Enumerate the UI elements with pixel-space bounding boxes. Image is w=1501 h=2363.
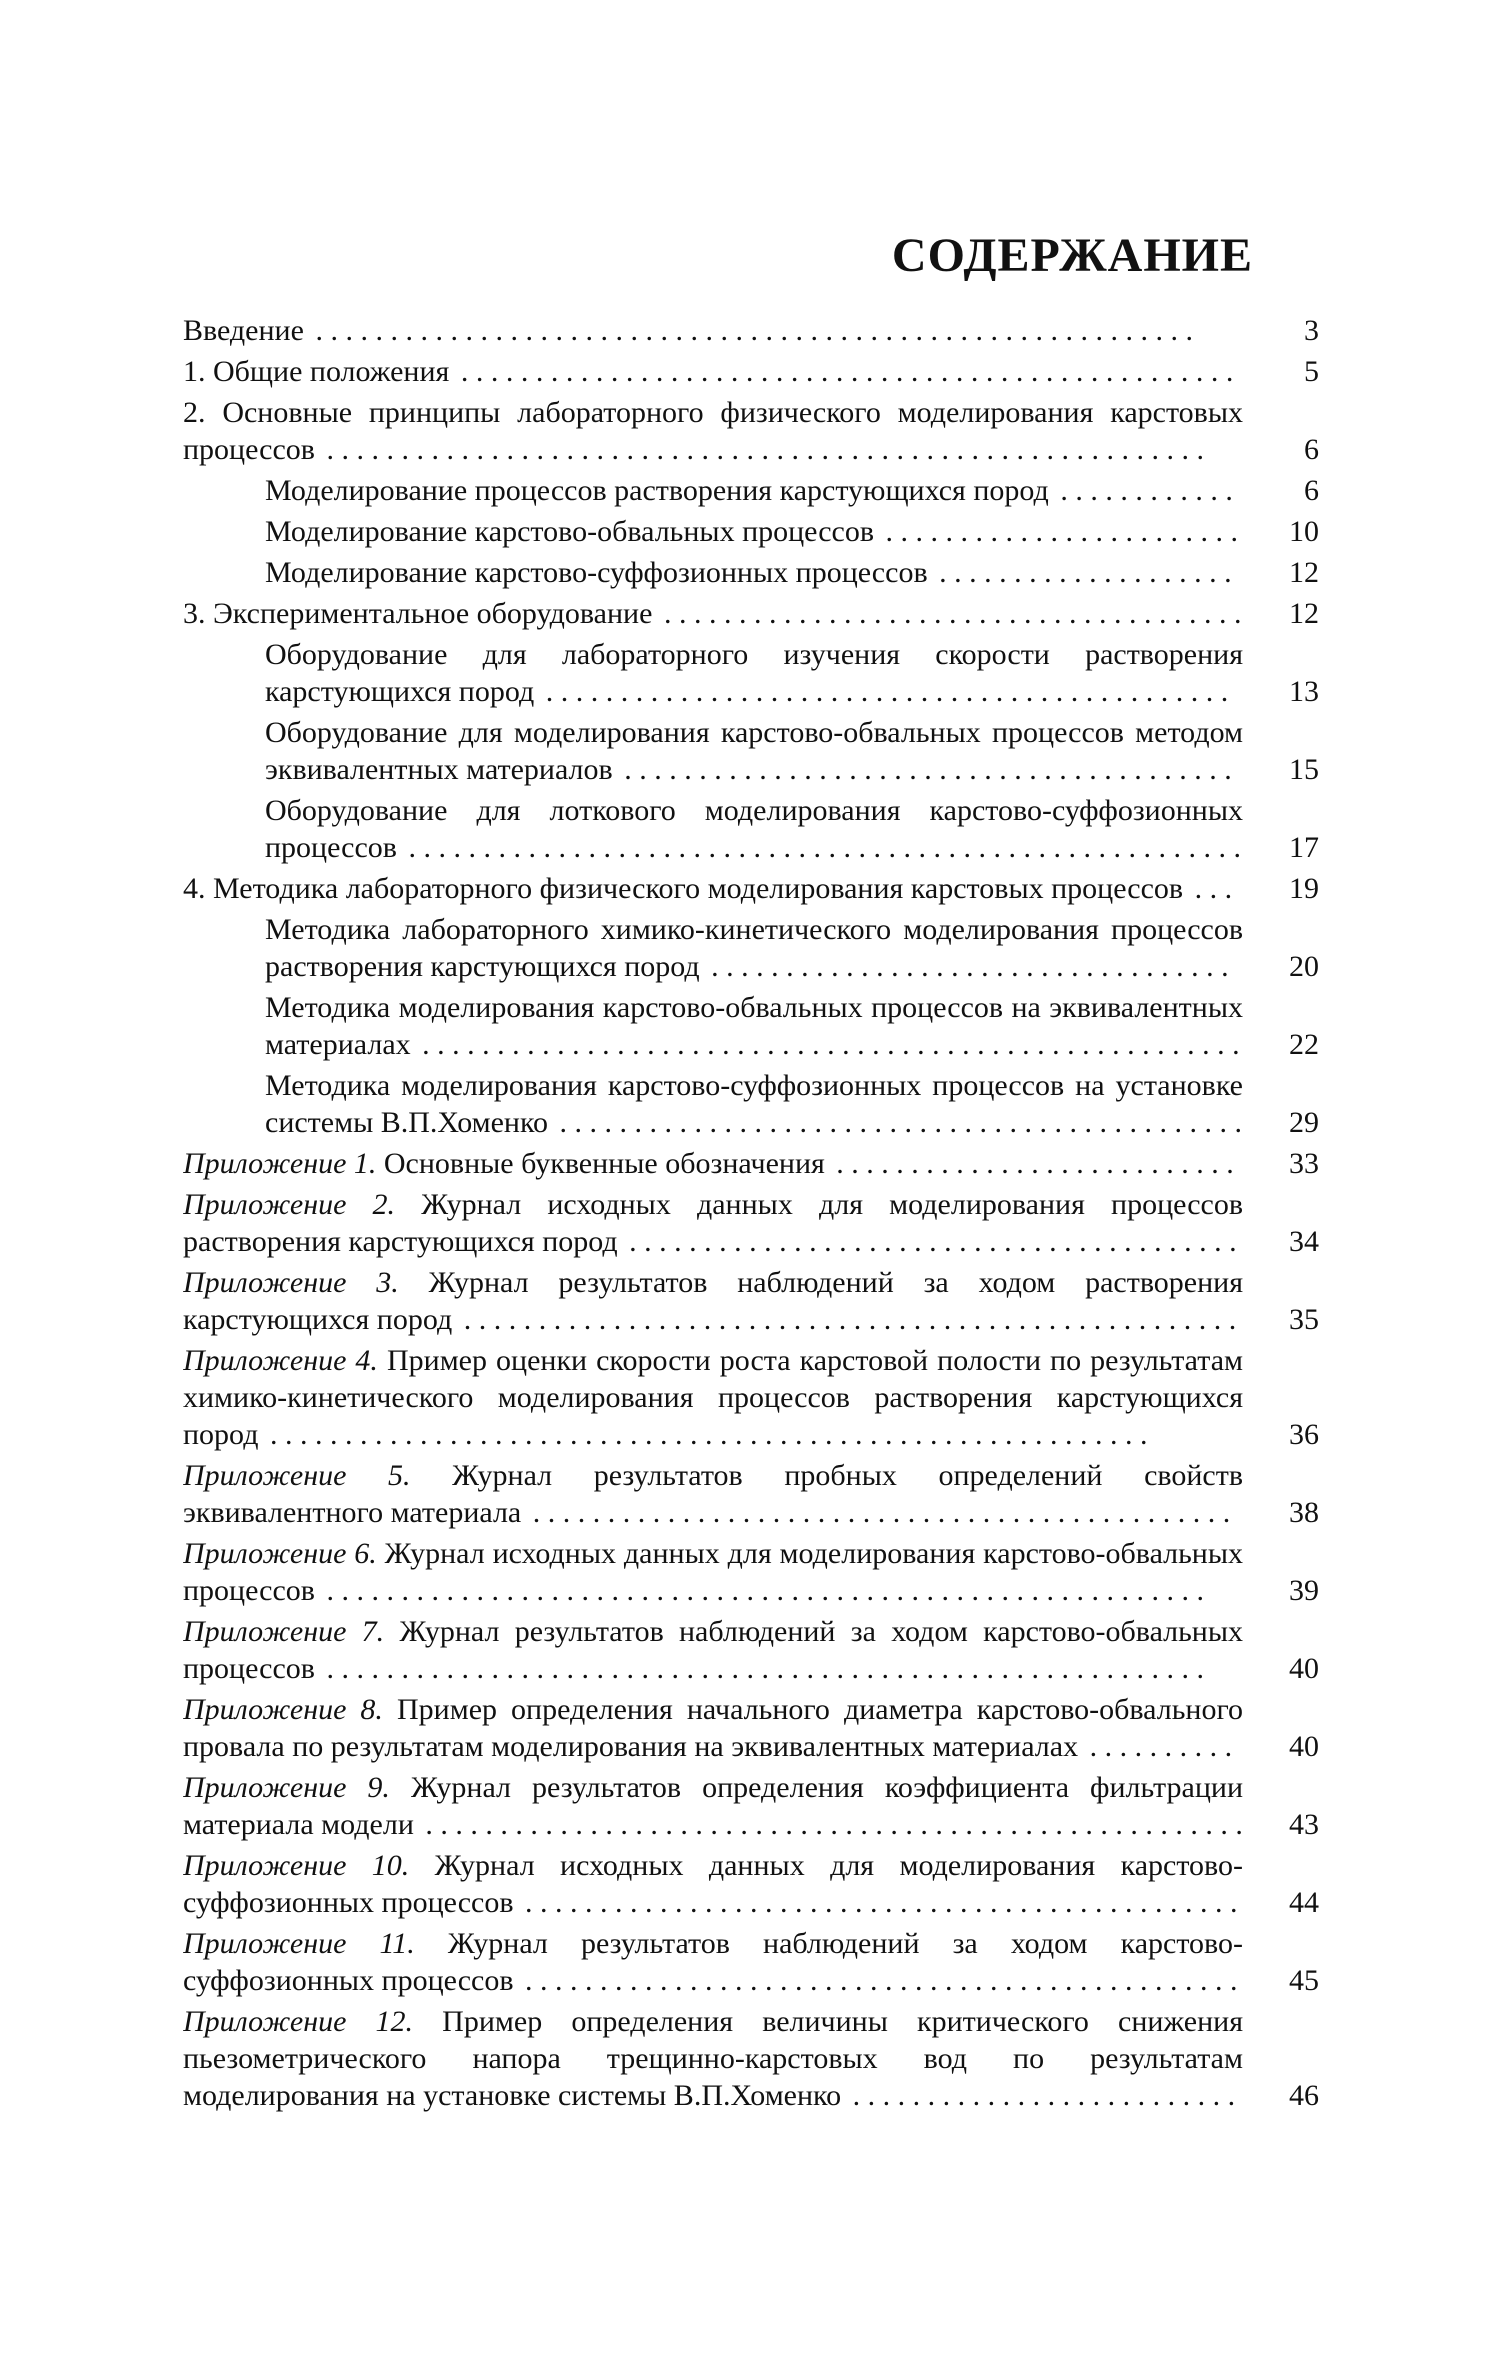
dot-leader: . . . . . . . . . . . . . . . . . . . . . . . . . . . . . . . . . . . . . . . . . . . . . . . . . . . . . . . . . . . <box>318 433 1204 466</box>
appendix-label: Приложение 1. <box>183 1147 377 1180</box>
toc-entry[interactable] <box>183 792 1319 866</box>
dot-leader: . . . . . . . . . . . . . . . . . . . . . . . . . . . . . . . . . . . . . . . . . . . . . . <box>538 675 1229 708</box>
appendix-label: Приложение 2. <box>183 1188 396 1221</box>
appendix-label: Приложение 9. <box>183 1771 390 1804</box>
toc-entry-title <box>183 1264 1243 1338</box>
appendix-label: Приложение 4. <box>183 1344 378 1377</box>
toc-entry[interactable] <box>183 2003 1319 2114</box>
toc-entry-title <box>183 1145 1243 1182</box>
toc-entry-text: Журнал результатов наблюдений за ходом карстово-суффозионных процессов <box>183 1927 1243 1997</box>
toc-entry-title <box>183 1847 1243 1921</box>
toc-page-number: 6 <box>1304 474 1319 507</box>
dot-leader: . . . . . . . . . . . . . . . . . . . . . . . . . . . . . . . . . . . . . . . . . . . . . . . . . . . . <box>453 355 1234 388</box>
dot-leader: . . . . . . . . . . . . . . . . . . . . . . . . . . . . . . . . . . . . . . . . . . . . . . . . . . . . . . . . . . . <box>307 314 1193 347</box>
table-of-contents <box>183 312 1319 2118</box>
dot-leader: . . . . . . . . . . . . . . . . . . . . . . . . . . <box>845 2079 1236 2112</box>
toc-entry-title <box>183 353 1243 390</box>
dot-leader: . . . . . . . . . . . . . . . . . . . . . . . . . . . . . . . . . . . . . . . <box>656 597 1242 630</box>
toc-entry-text: Оборудование для моделирования карстово-обвальных процессов методом эквивалентных материалов <box>265 716 1243 786</box>
toc-entry-text: Журнал исходных данных для моделирования карстово-суффозионных процессов <box>183 1849 1243 1919</box>
toc-page-number: 3 <box>1304 314 1319 347</box>
toc-entry-text: Основные буквенные обозначения <box>383 1147 825 1180</box>
toc-entry-text: Журнал результатов определения коэффициента фильтрации материала модели <box>183 1771 1243 1841</box>
dot-leader: . . . . . . . . . . . . . . . . . . . . . . . . . . . . . . . . . . . . . . . . . . . . . . . . <box>517 1886 1238 1919</box>
appendix-label: Приложение 10. <box>183 1849 410 1882</box>
toc-entry-title <box>183 2003 1243 2114</box>
appendix-label: Приложение 6. <box>183 1537 377 1570</box>
toc-entry-title <box>183 312 1243 349</box>
appendix-label: Приложение 8. <box>183 1693 383 1726</box>
toc-entry-text: Журнал результатов наблюдений за ходом растворения карстующихся пород <box>183 1266 1243 1336</box>
toc-entry-title <box>183 472 1243 509</box>
dot-leader: . . . . . . . . . . . . . . . . . . . . . . . . . . . . . . . . . . . . . . . . . . . . . . . . <box>517 1964 1238 1997</box>
toc-page-number: 10 <box>1289 515 1319 548</box>
dot-leader: . . . . . . . . . . . . . . . . . . . . . . . . . . . . . . . . . . . . . . . . . . . . . . . . . . . . <box>456 1303 1237 1336</box>
toc-entry[interactable] <box>183 513 1319 550</box>
toc-entry-text: Пример оценки скорости роста карстовой полости по результатам химико-кинетического моделирования процессов растворения карстующихся пород <box>183 1344 1243 1451</box>
toc-page-number: 40 <box>1289 1652 1319 1685</box>
dot-leader: . . . . . . . . . . . . . . . . . . . . . . . . . . . . . . . . . . . . . . . . . . . . . . . . . . . . . . . <box>417 1808 1243 1841</box>
toc-page-number: 38 <box>1289 1496 1319 1529</box>
toc-page-number: 36 <box>1289 1418 1319 1451</box>
toc-entry-text: 4. Методика лабораторного физического моделирования карстовых процессов <box>183 872 1184 905</box>
toc-page-number: 15 <box>1289 753 1319 786</box>
toc-entry-text: Методика лабораторного химико-кинетического моделирования процессов растворения карстующихся пород <box>265 913 1243 983</box>
toc-page-number: 40 <box>1289 1730 1319 1763</box>
toc-entry-title <box>183 911 1243 985</box>
toc-entry-title <box>183 1613 1243 1687</box>
toc-entry[interactable] <box>183 1145 1319 1182</box>
toc-entry-title <box>183 1186 1243 1260</box>
toc-entry-text: Пример определения начального диаметра карстово-обвального провала по результатам моделирования на эквивалентных материалах <box>183 1693 1243 1763</box>
toc-entry[interactable] <box>183 1342 1319 1453</box>
toc-entry-text: Введение <box>183 314 304 347</box>
dot-leader: . . . . . . . . . . . . . . . . . . . . . . . . . . . . . . . . . . . . . . . . . <box>621 1225 1237 1258</box>
toc-entry-text: Журнал исходных данных для моделирования процессов растворения карстующихся пород <box>183 1188 1243 1258</box>
toc-page-number: 46 <box>1289 2079 1319 2112</box>
dot-leader: . . . . . . . . . . . . . . . . . . . . . . . . . . . . . . . . . . . . . . . . . . . . . . . . . . . . . . . . . . . <box>318 1652 1204 1685</box>
toc-entry-text: Пример определения величины критического снижения пьезометрического напора трещинно-карстовых вод по результатам моделирования на установке системы В.П.Хоменко <box>183 2005 1243 2112</box>
dot-leader: . . . . . . . . . . . . . . . . . . . . . . . . . . . . . . . . . . . . . . . . . <box>616 753 1232 786</box>
toc-page-number: 6 <box>1304 433 1319 466</box>
toc-entry-title <box>183 595 1243 632</box>
dot-leader: . . . . . . . . . . . . . . . . . . . . <box>931 556 1232 589</box>
toc-entry-text: 2. Основные принципы лабораторного физического моделирования карстовых процессов <box>183 396 1243 466</box>
toc-entry[interactable] <box>183 472 1319 509</box>
dot-leader: . . . . . . . . . . . . . . . . . . . . . . . . . . . . . . . . . . . . . . . . . . . . . . . . . . . . . . . . . . . <box>262 1418 1148 1451</box>
toc-entry[interactable] <box>183 1186 1319 1260</box>
toc-entry[interactable] <box>183 1691 1319 1765</box>
toc-entry-title <box>183 1691 1243 1765</box>
toc-entry-title <box>183 394 1243 468</box>
dot-leader: . . . . . . . . . . . . . . . . . . . . . . . . . . . . . . . . . . . . . . . . . . . . . . . . . . . . . . . . . . . <box>318 1574 1204 1607</box>
toc-page-number: 17 <box>1289 831 1319 864</box>
toc-entry-text: Журнал результатов пробных определений свойств эквивалентного материала <box>183 1459 1243 1529</box>
toc-entry-text: Журнал результатов наблюдений за ходом карстово-обвальных процессов <box>183 1615 1243 1685</box>
toc-entry-text: Оборудование для лабораторного изучения скорости растворения карстующихся пород <box>265 638 1243 708</box>
dot-leader: . . . . . . . . . . . . . . . . . . . . . . . . . . . . . . . . . . . . . . . . . . . . . . . . . . . . . . . <box>414 1028 1240 1061</box>
toc-entry-title <box>183 1925 1243 1999</box>
toc-entry-title <box>183 714 1243 788</box>
toc-page-number: 13 <box>1289 675 1319 708</box>
toc-entry-title <box>183 1342 1243 1453</box>
toc-entry-title <box>183 1769 1243 1843</box>
toc-entry-text: Моделирование карстово-обвальных процессов <box>265 515 875 548</box>
toc-entry[interactable] <box>183 989 1319 1063</box>
toc-entry-text: Моделирование процессов растворения карстующихся пород <box>265 474 1049 507</box>
toc-entry-text: 1. Общие положения <box>183 355 450 388</box>
toc-page-number: 12 <box>1289 556 1319 589</box>
toc-entry-title <box>183 554 1243 591</box>
toc-entry[interactable] <box>183 595 1319 632</box>
toc-entry[interactable] <box>183 1847 1319 1921</box>
toc-entry-text: Методика моделирования карстово-обвальных процессов на эквивалентных материалах <box>265 991 1243 1061</box>
toc-entry-text: Журнал исходных данных для моделирования карстово-обвальных процессов <box>183 1537 1243 1607</box>
toc-entry-title <box>183 792 1243 866</box>
toc-page-number: 33 <box>1289 1147 1319 1180</box>
toc-page-number: 43 <box>1289 1808 1319 1841</box>
dot-leader: . . . <box>1187 872 1233 905</box>
dot-leader: . . . . . . . . . . . . . . . . . . . . . . . . . . . . . . . . . . . . . . . . . . . . . . . <box>525 1496 1231 1529</box>
toc-entry[interactable] <box>183 636 1319 710</box>
toc-entry[interactable] <box>183 1264 1319 1338</box>
dot-leader: . . . . . . . . . . . . . . . . . . . . . . . . . . . . . . . . . . . . . . . . . . . . . . . . . . . . . . . . <box>400 831 1241 864</box>
toc-entry-title <box>183 1457 1243 1531</box>
appendix-label: Приложение 7. <box>183 1615 385 1648</box>
toc-page-number: 29 <box>1289 1106 1319 1139</box>
toc-entry[interactable] <box>183 1769 1319 1843</box>
toc-entry[interactable] <box>183 1457 1319 1531</box>
page-title: СОДЕРЖАНИЕ <box>891 229 1253 282</box>
dot-leader: . . . . . . . . . . . . . . . . . . . . . . . . . . . . . . . . . . . . . . . . . . . . . . <box>552 1106 1243 1139</box>
toc-entry[interactable] <box>183 394 1319 468</box>
dot-leader: . . . . . . . . . . . . . . . . . . . . . . . . . . . <box>828 1147 1234 1180</box>
toc-page-number: 19 <box>1289 872 1319 905</box>
toc-page-number: 5 <box>1304 355 1319 388</box>
dot-leader: . . . . . . . . . . . . <box>1052 474 1233 507</box>
toc-page-number: 12 <box>1289 597 1319 630</box>
toc-entry-text: Методика моделирования карстово-суффозионных процессов на установке системы В.П.Хоменко <box>265 1069 1243 1139</box>
dot-leader: . . . . . . . . . . <box>1082 1730 1233 1763</box>
toc-entry[interactable] <box>183 714 1319 788</box>
toc-entry-title <box>183 513 1243 550</box>
appendix-label: Приложение 3. <box>183 1266 399 1299</box>
appendix-label: Приложение 11. <box>183 1927 415 1960</box>
toc-page-number: 45 <box>1289 1964 1319 1997</box>
toc-page-number: 20 <box>1289 950 1319 983</box>
toc-entry[interactable] <box>183 353 1319 390</box>
toc-entry-title <box>183 870 1243 907</box>
toc-page-number: 39 <box>1289 1574 1319 1607</box>
toc-entry-text: Моделирование карстово-суффозионных процессов <box>265 556 928 589</box>
toc-entry-title <box>183 989 1243 1063</box>
toc-page-number: 34 <box>1289 1225 1319 1258</box>
dot-leader: . . . . . . . . . . . . . . . . . . . . . . . . . . . . . . . . . . . <box>703 950 1229 983</box>
toc-page-number: 44 <box>1289 1886 1319 1919</box>
toc-entry[interactable] <box>183 1067 1319 1141</box>
toc-entry[interactable] <box>183 1613 1319 1687</box>
appendix-label: Приложение 5. <box>183 1459 411 1492</box>
toc-entry[interactable] <box>183 911 1319 985</box>
toc-entry[interactable] <box>183 1535 1319 1609</box>
toc-entry-text: Оборудование для лоткового моделирования карстово-суффозионных процессов <box>265 794 1243 864</box>
toc-entry[interactable] <box>183 312 1319 349</box>
toc-entry-title <box>183 1067 1243 1141</box>
toc-page-number: 35 <box>1289 1303 1319 1336</box>
toc-page-number: 22 <box>1289 1028 1319 1061</box>
toc-entry-title <box>183 636 1243 710</box>
toc-entry-text: 3. Экспериментальное оборудование <box>183 597 653 630</box>
appendix-label: Приложение 12. <box>183 2005 414 2038</box>
toc-entry[interactable] <box>183 554 1319 591</box>
dot-leader: . . . . . . . . . . . . . . . . . . . . . . . . <box>878 515 1239 548</box>
toc-entry[interactable] <box>183 870 1319 907</box>
toc-entry-title <box>183 1535 1243 1609</box>
toc-entry[interactable] <box>183 1925 1319 1999</box>
